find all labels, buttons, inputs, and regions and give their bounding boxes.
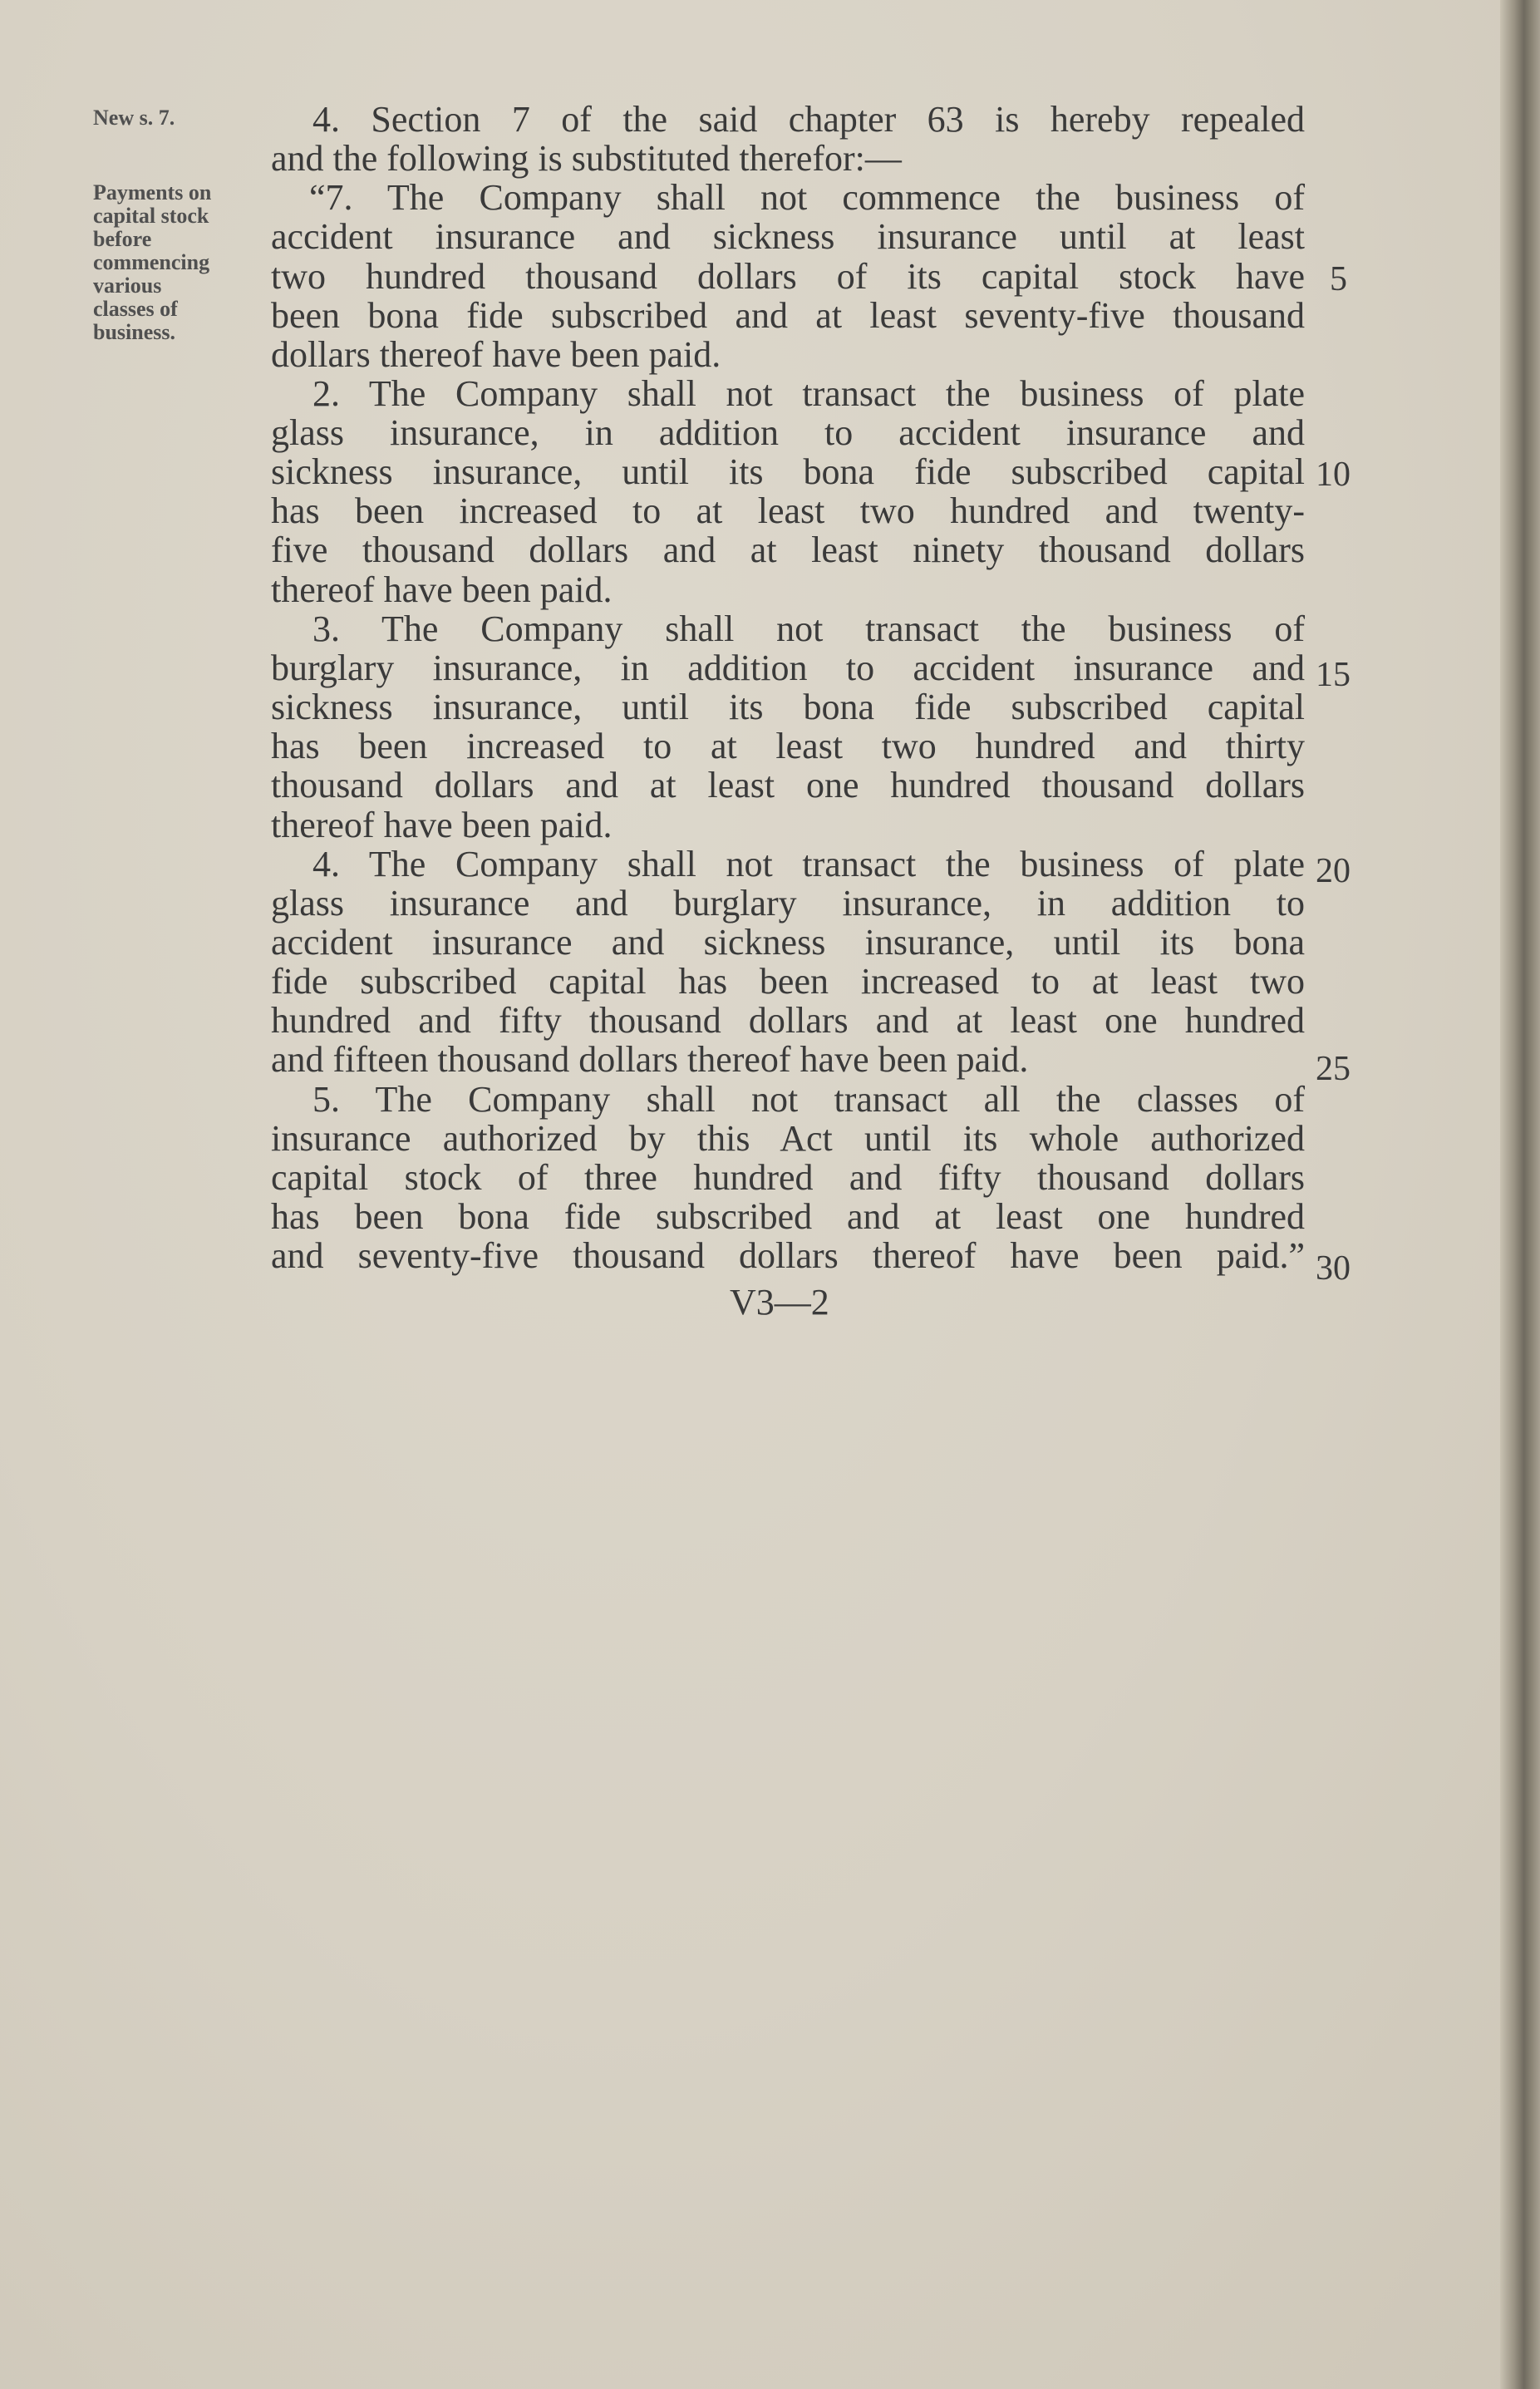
margin-note-line: various <box>93 273 162 298</box>
line-number: 30 <box>1316 1249 1351 1288</box>
line-number: 15 <box>1316 656 1351 694</box>
text-line-18: thousand dollars and at least one hundred thousand dollars <box>271 765 1305 805</box>
text-line-19: thereof have been paid. <box>271 805 613 845</box>
text-line-17: has been increased to at least two hundred and thirty <box>271 726 1305 766</box>
text-line-13: thereof have been paid. <box>271 569 613 610</box>
text-line-9: glass insurance, in addition to accident insurance and <box>271 412 1305 453</box>
margin-note-line: before <box>93 227 152 251</box>
text-line-20: 4. The Company shall not transact the business of plate <box>312 844 1305 884</box>
text-line-11: has been increased to at least two hundred and twenty- <box>271 490 1305 531</box>
text-line-27: insurance authorized by this Act until its whole authorized <box>271 1118 1305 1159</box>
text-line-16: sickness insurance, until its bona fide subscribed capital <box>271 687 1305 727</box>
text-line-2: and the following is substituted therefor:— <box>271 138 902 179</box>
text-line-10: sickness insurance, until its bona fide subscribed capital <box>271 451 1305 492</box>
text-line-3: “7. The Company shall not commence the business of <box>309 177 1305 218</box>
text-line-8: 2. The Company shall not transact the business of plate <box>312 373 1305 414</box>
text-line-29: has been bona fide subscribed and at least one hundred <box>271 1196 1305 1237</box>
text-line-12: five thousand dollars and at least ninety thousand dollars <box>271 530 1305 570</box>
text-line-22: accident insurance and sickness insurance, until its bona <box>271 922 1305 963</box>
text-line-7: dollars thereof have been paid. <box>271 334 721 375</box>
margin-note-line: capital stock <box>93 204 209 228</box>
text-line-28: capital stock of three hundred and fifty thousand dollars <box>271 1157 1305 1198</box>
text-line-24: hundred and fifty thousand dollars and at least one hundred <box>271 1000 1305 1041</box>
text-line-26: 5. The Company shall not transact all the classes of <box>312 1079 1305 1120</box>
text-line-25: and fifteen thousand dollars thereof have been paid. <box>271 1039 1029 1080</box>
text-line-4: accident insurance and sickness insurance until at least <box>271 216 1305 257</box>
line-number: 5 <box>1330 260 1347 298</box>
margin-note-line: classes of <box>93 297 178 321</box>
line-number: 10 <box>1316 456 1351 494</box>
text-line-15: burglary insurance, in addition to accident insurance and <box>271 648 1305 688</box>
text-line-5: two hundred thousand dollars of its capital stock have <box>271 256 1305 297</box>
binding-edge <box>1500 0 1540 2389</box>
signature-mark: V3—2 <box>730 1282 829 1323</box>
line-number: 20 <box>1316 852 1351 890</box>
line-number: 25 <box>1316 1050 1351 1088</box>
text-line-14: 3. The Company shall not transact the business of <box>312 608 1305 649</box>
margin-note-line: commencing <box>93 250 210 274</box>
text-line-30: and seventy-five thousand dollars thereof have been paid.” <box>271 1235 1305 1276</box>
text-line-1: 4. Section 7 of the said chapter 63 is hereby repealed <box>312 99 1305 140</box>
text-line-6: been bona fide subscribed and at least seventy-five thousand <box>271 295 1305 336</box>
margin-note-payments <box>93 181 259 344</box>
text-line-23: fide subscribed capital has been increased to at least two <box>271 961 1305 1002</box>
margin-note-new-section: New s. 7. <box>93 106 175 130</box>
text-line-21: glass insurance and burglary insurance, in addition to <box>271 883 1305 924</box>
margin-note-line: Payments on <box>93 180 212 204</box>
margin-note-line: business. <box>93 320 175 344</box>
